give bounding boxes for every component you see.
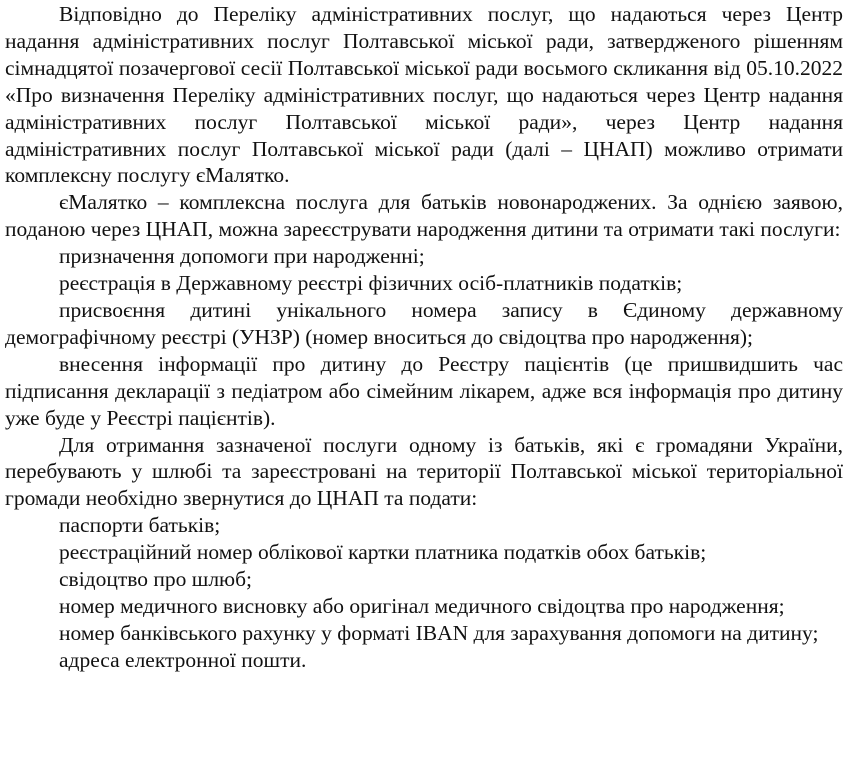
paragraph-emalyatko-description: єМалятко – комплексна послуга для батьків новонароджених. За однією заявою, поданою через ЦНАП, можна зареєструвати народження дитини та отримати такі послуги: [5, 190, 843, 242]
service-item-birth-assistance: призначення допомоги при народженні; [59, 244, 425, 269]
doc-item-tax-number: реєстраційний номер облікової картки платника податків обох батьків; [59, 540, 707, 565]
doc-item-email: адреса електронної пошти. [59, 647, 307, 672]
service-item-unzr: присвоєння дитині унікального номера запису в Єдиному державному демографічному реєстрі (УНЗР) (номер вноситься до свідоцтва про народження); [5, 297, 843, 349]
paragraph-requirements: Для отримання зазначеної послуги одному із батьків, які є громадяни України, перебувають у шлюбі та зареєстровані на території Полтавської міської територіальної громади необхідно звернутися до ЦНАП та подати: [5, 432, 843, 511]
doc-item-passports: паспорти батьків; [59, 513, 221, 538]
doc-item-marriage-certificate: свідоцтво про шлюб; [59, 567, 253, 592]
document-body [5, 1, 843, 674]
doc-item-iban: номер банківського рахунку у форматі IBAN для зарахування допомоги на дитину; [59, 620, 819, 645]
paragraph-intro: Відповідно до Переліку адміністративних послуг, що надаються через Центр надання адміністративних послуг Полтавської міської ради, затвердженого рішенням сімнадцятої позачергової сесії Полтавської міської ради восьмого скликання від 05.10.2022 «Про визначення Переліку адміністративних послуг, що надаються через Центр надання адміністративних послуг Полтавської міської ради», через Центр надання адміністративних послуг Полтавської міської ради (далі – ЦНАП) можливо отримати комплексну послугу єМалятко. [5, 2, 843, 188]
doc-item-medical-certificate: номер медичного висновку або оригінал медичного свідоцтва про народження; [59, 593, 785, 618]
service-item-patient-registry: внесення інформації про дитину до Реєстру пацієнтів (це пришвидшить час підписання декларації з педіатром або сімейним лікарем, адже вся інформація про дитину уже буде у Реєстрі пацієнтів). [5, 351, 843, 430]
service-item-tax-registry: реєстрація в Державному реєстрі фізичних осіб-платників податків; [59, 271, 683, 296]
